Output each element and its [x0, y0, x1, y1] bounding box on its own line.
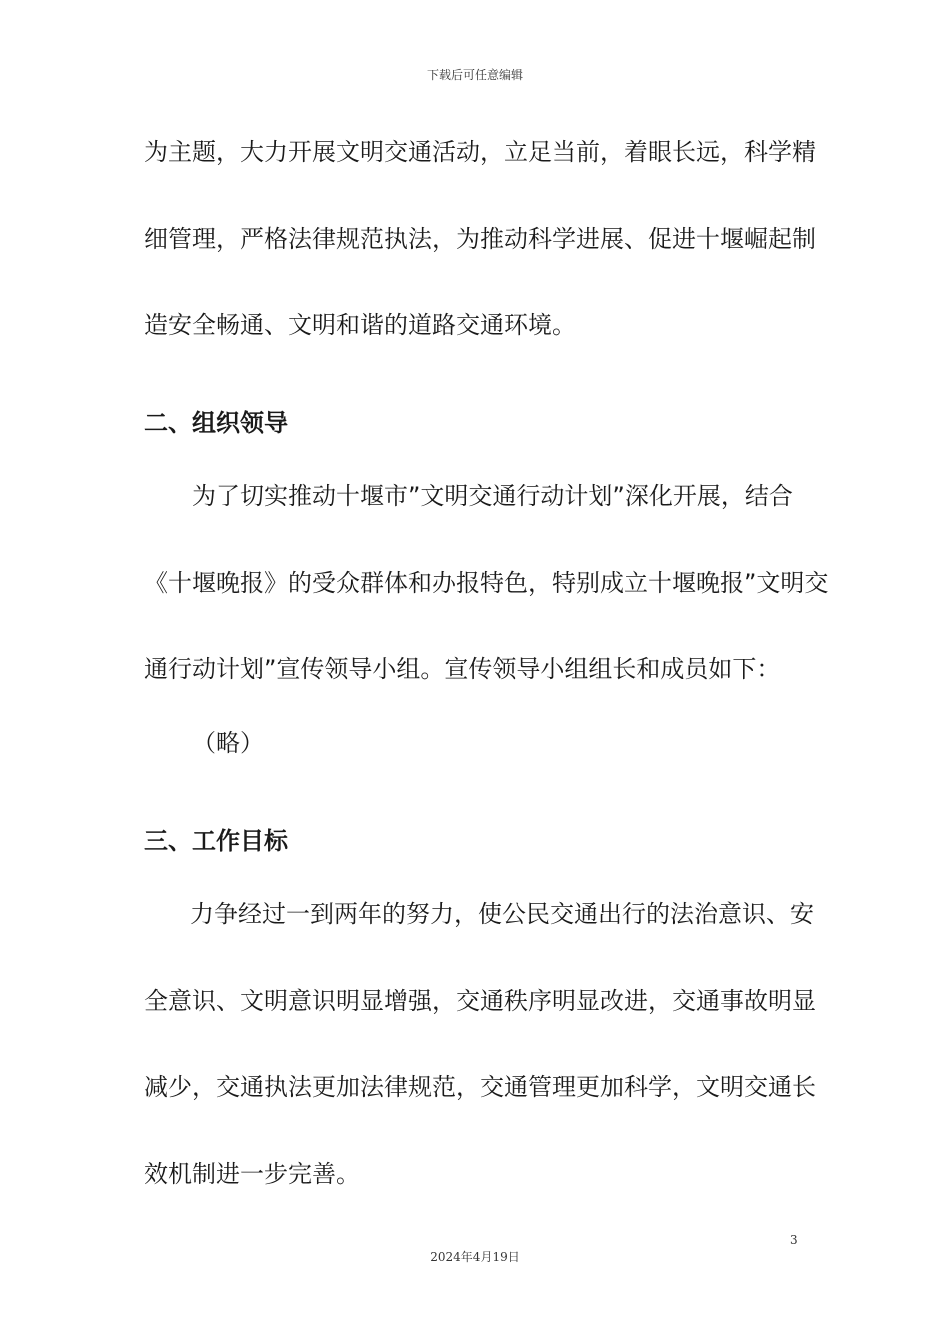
paragraph-line: 通行动计划”宣传领导小组。宣传领导小组组长和成员如下： — [144, 655, 781, 683]
paragraph-line: 造安全畅通、文明和谐的道路交通环境。 — [144, 311, 576, 339]
page-number: 3 — [790, 1233, 798, 1247]
paragraph-line: 效机制进一步完善。 — [144, 1160, 360, 1188]
paragraph-line: 全意识、文明意识明显增强，交通秩序明显改进，交通事故明显 — [144, 987, 816, 1015]
paragraph-line: 为主题，大力开展文明交通活动，立足当前，着眼长远，科学精 — [144, 138, 816, 166]
section-heading-goals: 三、工作目标 — [144, 827, 288, 855]
paragraph-line: 减少，交通执法更加法律规范，交通管理更加科学，文明交通长 — [144, 1073, 816, 1101]
paragraph-line: 为了切实推动十堰市”文明交通行动计划”深化开展，结合 — [168, 482, 793, 510]
paragraph-line: 细管理，严格法律规范执法，为推动科学进展、促进十堰崛起制 — [144, 225, 816, 253]
section-heading-organization: 二、组织领导 — [144, 409, 288, 437]
footer-date: 2024年4月19日 — [430, 1250, 520, 1264]
omitted-note: （略） — [192, 729, 264, 757]
header-note: 下载后可任意编辑 — [426, 68, 523, 82]
paragraph-line: 力争经过一到两年的努力，使公民交通出行的法治意识、安 — [190, 900, 814, 928]
paragraph-line: 《十堰晚报》的受众群体和办报特色，特别成立十堰晚报”文明交 — [144, 569, 829, 597]
